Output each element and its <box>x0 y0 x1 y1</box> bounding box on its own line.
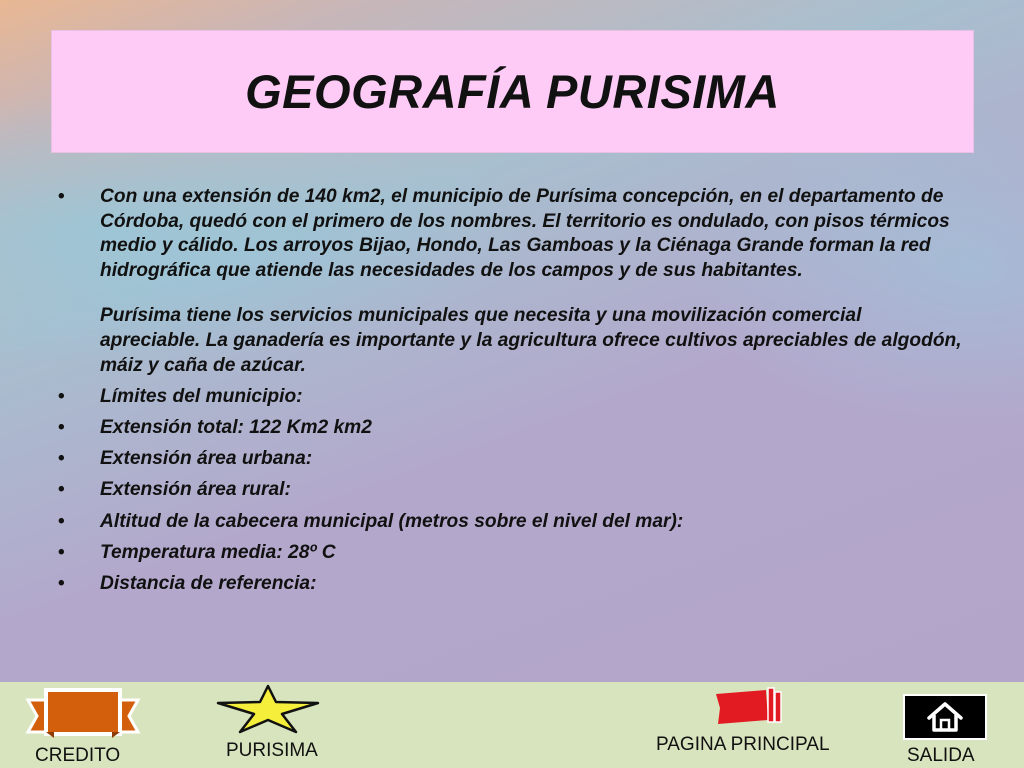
bullet-marker: • <box>58 416 65 438</box>
salida-button[interactable] <box>895 682 1005 768</box>
list-item-text: Temperatura media: 28º C <box>100 541 336 563</box>
title-box <box>51 30 974 153</box>
bullet-marker: • <box>58 385 65 407</box>
list-item-text: Extensión total: 122 Km2 km2 <box>100 416 372 438</box>
list-item-text: Altitud de la cabecera municipal (metros sobre el nivel del mar): <box>100 510 684 532</box>
list-item <box>58 385 963 410</box>
bullet-marker: • <box>58 572 65 594</box>
content-list <box>58 185 963 603</box>
list-item-text: Distancia de referencia: <box>100 572 317 594</box>
purisima-button[interactable] <box>212 682 342 768</box>
list-item <box>58 510 963 535</box>
purisima-label[interactable]: PURISIMA <box>226 740 318 761</box>
list-item-text: Extensión área urbana: <box>100 448 313 470</box>
paragraph-2: Purísima tiene los servicios municipales que necesita y una movilización comercial apreciable. La ganadería es importante y la agricultura ofrece cultivos apreciables de algodón, máiz y caña de azúcar. <box>100 305 962 376</box>
red-flag-icon[interactable] <box>712 686 784 726</box>
list-item <box>58 572 963 597</box>
bullet-marker: • <box>58 186 65 207</box>
bullet-marker: • <box>58 448 65 470</box>
bullet-marker: • <box>58 510 65 532</box>
list-item-text: Límites del municipio: <box>100 385 303 407</box>
paragraph-1: Con una extensión de 140 km2, el municipio de Purísima concepción, en el departamento de Córdoba, quedó con el primero de los nombres. El territorio es ondulado, con pisos térmicos medio y cálido. Los arroyos Bijao, Hondo, Las Gamboas y la Ciénaga Grande forman la red hidrográfica que atiende las necesidades de los campos y de sus habitantes. <box>100 186 950 281</box>
bottom-nav-bar <box>0 682 1024 768</box>
pagina-principal-button[interactable] <box>650 682 860 768</box>
star-icon[interactable] <box>216 684 320 734</box>
bullet-marker: • <box>58 541 65 563</box>
list-item <box>58 447 963 472</box>
ribbon-icon[interactable] <box>24 686 142 742</box>
list-item <box>58 416 963 441</box>
home-icon[interactable] <box>903 694 987 740</box>
pagina-principal-label[interactable]: PAGINA PRINCIPAL <box>656 734 830 755</box>
salida-label[interactable]: SALIDA <box>907 745 975 766</box>
credito-button[interactable] <box>20 682 150 768</box>
page-title: GEOGRAFÍA PURISIMA <box>245 65 780 118</box>
list-item <box>58 185 963 378</box>
list-item-text: Extensión área rural: <box>100 479 291 501</box>
list-item <box>58 541 963 566</box>
bullet-marker: • <box>58 479 65 501</box>
list-item <box>58 478 963 503</box>
credito-label[interactable]: CREDITO <box>35 745 121 766</box>
